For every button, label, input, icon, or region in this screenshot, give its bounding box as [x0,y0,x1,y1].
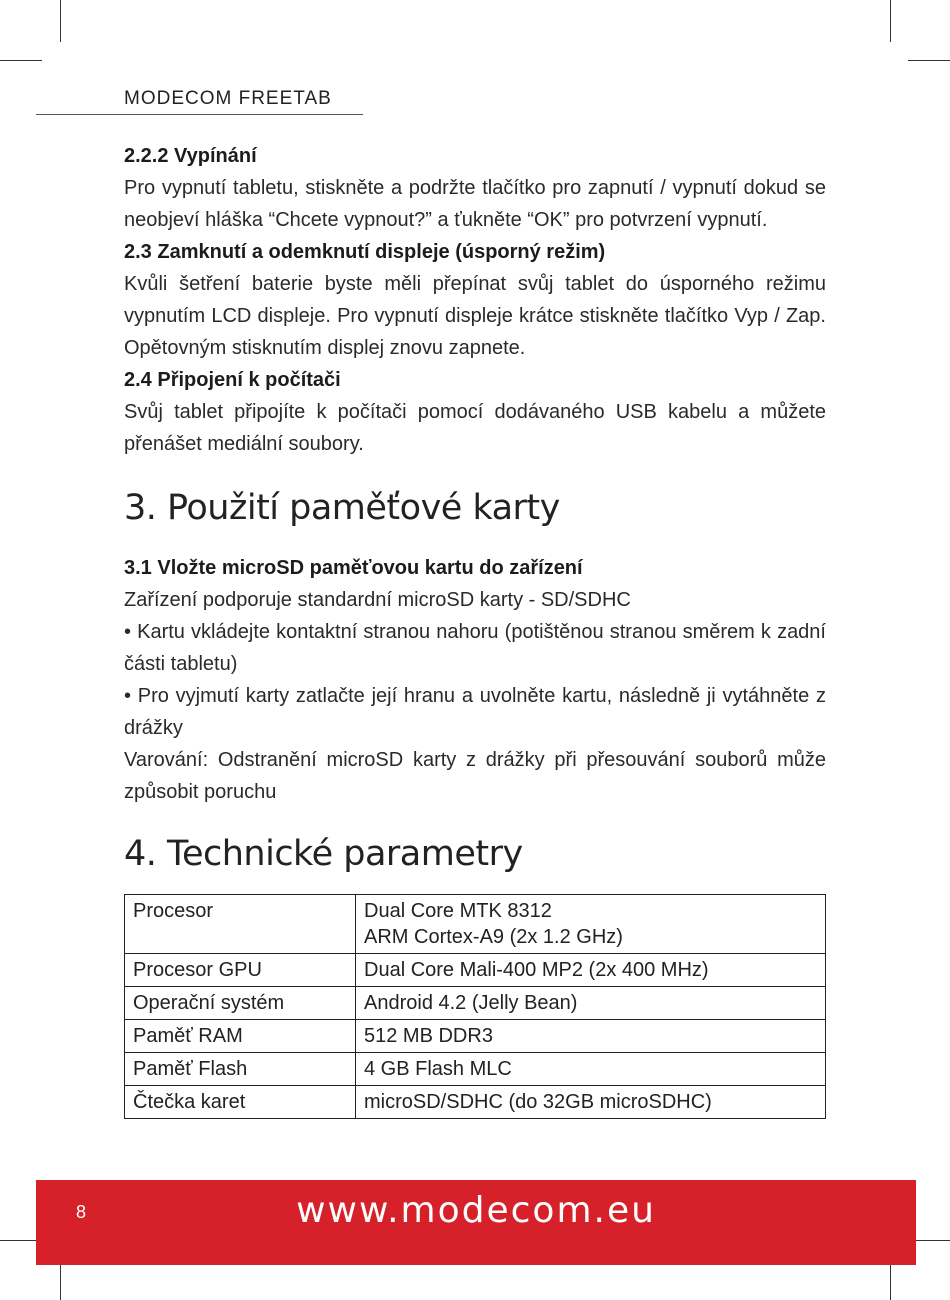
website-link[interactable]: www.modecom.eu [296,1190,656,1231]
footer-bar [36,1180,916,1265]
table-row [125,895,826,954]
spec-label: Procesor GPU [125,954,356,987]
bullet-item: • Pro vyjmutí karty zatlačte její hranu a uvolněte kartu, následně ji vytáhněte z drážky [124,685,826,739]
chapter-heading-4: 4. Technické parametry [124,834,523,874]
specs-table [124,894,826,1119]
page-number: 8 [76,1202,87,1222]
section-heading-2-2-2: 2.2.2 Vypínání [124,145,257,167]
spec-label: Procesor [125,895,356,954]
spec-label: Operační systém [125,987,356,1020]
section-heading-2-3: 2.3 Zamknutí a odemknutí displeje (úsporný režim) [124,241,606,263]
spec-value: microSD/SDHC (do 32GB microSDHC) [356,1086,826,1119]
crop-mark [890,0,891,42]
crop-mark [908,60,950,61]
chapter-heading-3: 3. Použití paměťové karty [124,488,560,528]
spec-value: Android 4.2 (Jelly Bean) [356,987,826,1020]
section-heading-3-1: 3.1 Vložte microSD paměťovou kartu do zařízení [124,557,583,579]
spec-value-line: Dual Core MTK 8312 [364,900,552,922]
spec-label: Paměť RAM [125,1020,356,1053]
spec-value: 512 MB DDR3 [356,1020,826,1053]
table-row [125,1020,826,1053]
section-heading-2-4: 2.4 Připojení k počítači [124,369,341,391]
bullet-item: • Kartu vkládejte kontaktní stranou nahoru (potištěnou stranou směrem k zadní části tabletu) [124,621,826,675]
crop-mark [60,0,61,42]
crop-mark [0,60,42,61]
section-text-2-2-2: Pro vypnutí tabletu, stiskněte a podržte tlačítko pro zapnutí / vypnutí dokud se neobjeví hláška “Chcete vypnout?” a ťukněte “OK” pro potvrzení vypnutí. [124,177,826,231]
header-divider [36,114,363,115]
table-row [125,1086,826,1119]
running-header: MODECOM FREETAB [124,88,332,109]
section-text-3-1: Zařízení podporuje standardní microSD karty - SD/SDHC [124,589,631,611]
spec-value: Dual Core Mali-400 MP2 (2x 400 MHz) [356,954,826,987]
table-row [125,954,826,987]
spec-value-line: ARM Cortex-A9 (2x 1.2 GHz) [364,926,623,948]
section-text-2-4: Svůj tablet připojíte k počítači pomocí dodávaného USB kabelu a můžete přenášet mediální soubory. [124,401,826,455]
table-row [125,987,826,1020]
table-row [125,1053,826,1086]
spec-label: Paměť Flash [125,1053,356,1086]
spec-label: Čtečka karet [125,1086,356,1119]
spec-value: 4 GB Flash MLC [356,1053,826,1086]
spec-value [356,895,826,954]
page-content [124,140,826,1119]
section-text-2-3: Kvůli šetření baterie byste měli přepínat svůj tablet do úsporného režimu vypnutím LCD displeje. Pro vypnutí displeje krátce stiskněte tlačítko Vyp / Zap. Opětovným stisknutím displej znovu zapnete. [124,273,826,359]
warning-text: Varování: Odstranění microSD karty z drážky při přesouvání souborů může způsobit poruchu [124,749,826,803]
